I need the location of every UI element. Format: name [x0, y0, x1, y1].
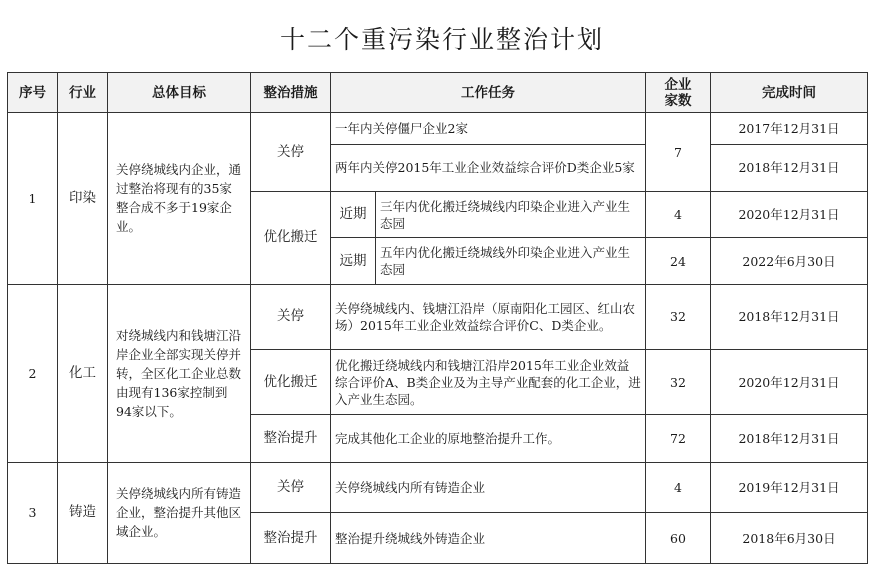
count-cell: 4 [646, 462, 711, 513]
seq-cell: 1 [8, 113, 58, 285]
goal-cell: 关停绕城线内所有铸造企业，整治提升其他区域企业。 [108, 462, 251, 563]
measure-cell: 整治提升 [251, 513, 331, 564]
deadline-cell: 2020年12月31日 [711, 350, 868, 415]
count-cell: 4 [646, 192, 711, 238]
count-cell: 32 [646, 284, 711, 349]
task-cell: 完成其他化工企业的原地整治提升工作。 [331, 415, 646, 462]
deadline-cell: 2019年12月31日 [711, 462, 868, 513]
header-measure: 整治措施 [251, 73, 331, 113]
measure-cell: 关停 [251, 113, 331, 192]
table-row [8, 462, 868, 513]
task-cell: 三年内优化搬迁绕城线内印染企业进入产业生态园 [376, 192, 646, 238]
task-cell: 五年内优化搬迁绕城线外印染企业进入产业生态园 [376, 238, 646, 284]
measure-cell: 关停 [251, 284, 331, 349]
measure-cell: 优化搬迁 [251, 192, 331, 285]
sub-measure-cell: 远期 [331, 238, 376, 284]
goal-cell: 关停绕城线内企业，通过整治将现有的35家整合成不多于19家企业。 [108, 113, 251, 285]
count-cell: 7 [646, 113, 711, 192]
measure-cell: 优化搬迁 [251, 350, 331, 415]
task-cell: 关停绕城线内所有铸造企业 [331, 462, 646, 513]
deadline-cell: 2020年12月31日 [711, 192, 868, 238]
industry-cell: 铸造 [58, 462, 108, 563]
deadline-cell: 2017年12月31日 [711, 113, 868, 145]
task-cell: 优化搬迁绕城线内和钱塘江沿岸2015年工业企业效益综合评价A、B类企业及为主导产业配套的化工企业，进入产业生态园。 [331, 350, 646, 415]
industry-cell: 化工 [58, 284, 108, 462]
measure-cell: 整治提升 [251, 415, 331, 462]
deadline-cell: 2018年12月31日 [711, 144, 868, 191]
task-cell: 关停绕城线内、钱塘江沿岸（原南阳化工园区、红山农场）2015年工业企业效益综合评价C、D类企业。 [331, 284, 646, 349]
goal-cell: 对绕城线内和钱塘江沿岸企业全部实现关停并转，全区化工企业总数由现有136家控制到94家以下。 [108, 284, 251, 462]
header-seq: 序号 [8, 73, 58, 113]
header-task: 工作任务 [331, 73, 646, 113]
header-goal: 总体目标 [108, 73, 251, 113]
count-cell: 60 [646, 513, 711, 564]
task-cell: 两年内关停2015年工业企业效益综合评价D类企业5家 [331, 144, 646, 191]
count-cell: 72 [646, 415, 711, 462]
deadline-cell: 2018年12月31日 [711, 415, 868, 462]
sub-measure-cell: 近期 [331, 192, 376, 238]
plan-table [7, 72, 868, 564]
deadline-cell: 2018年12月31日 [711, 284, 868, 349]
header-count: 企业家数 [646, 73, 711, 113]
seq-cell: 3 [8, 462, 58, 563]
table-row [8, 284, 868, 349]
deadline-cell: 2022年6月30日 [711, 238, 868, 284]
header-row [8, 73, 868, 113]
count-cell: 32 [646, 350, 711, 415]
table-row [8, 113, 868, 145]
count-cell: 24 [646, 238, 711, 284]
task-cell: 整治提升绕城线外铸造企业 [331, 513, 646, 564]
task-cell: 一年内关停僵尸企业2家 [331, 113, 646, 145]
header-industry: 行业 [58, 73, 108, 113]
page-title: 十二个重污染行业整治计划 [279, 25, 604, 54]
measure-cell: 关停 [251, 462, 331, 513]
deadline-cell: 2018年6月30日 [711, 513, 868, 564]
industry-cell: 印染 [58, 113, 108, 285]
seq-cell: 2 [8, 284, 58, 462]
header-deadline: 完成时间 [711, 73, 868, 113]
